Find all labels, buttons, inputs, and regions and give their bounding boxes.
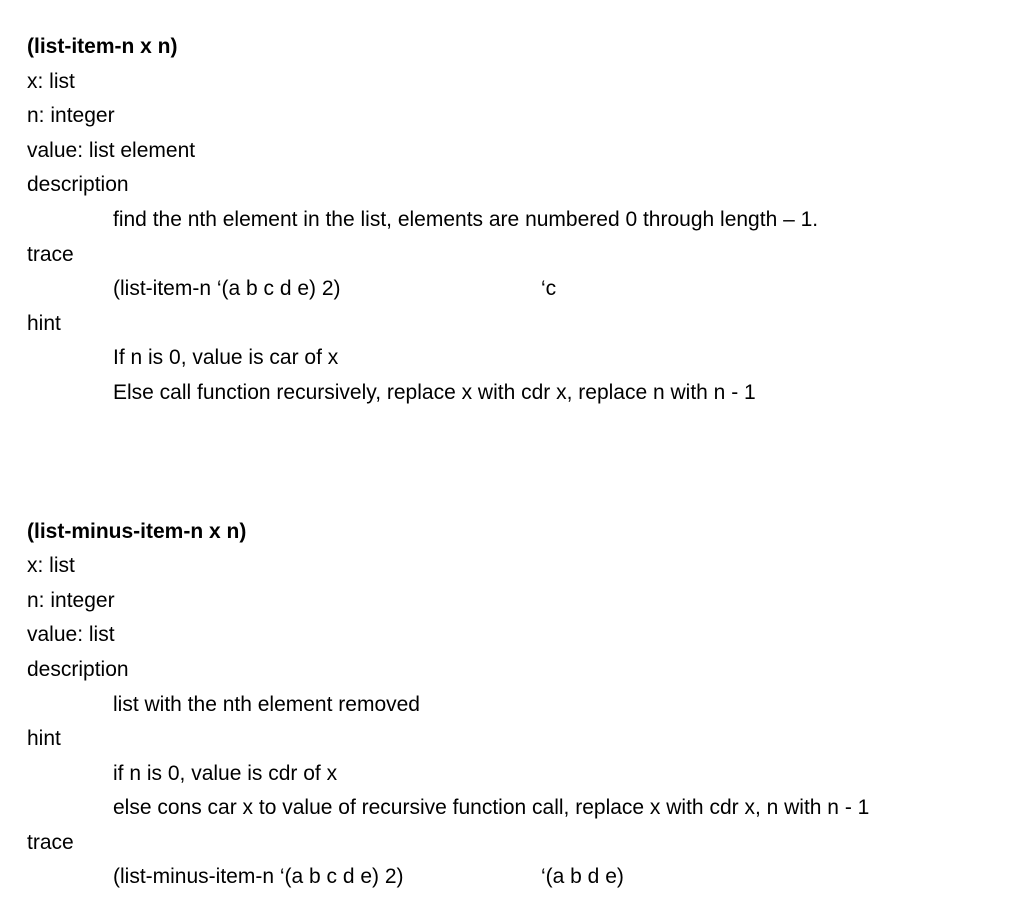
trace-example: [27, 272, 1007, 307]
return-value: value: list element: [27, 138, 196, 162]
return-value: value: list: [27, 623, 115, 647]
trace-example: [27, 860, 1007, 895]
param-n: n: integer: [27, 588, 115, 612]
function-signature: (list-minus-item-n x n): [27, 519, 247, 543]
hint-label: hint: [27, 311, 61, 335]
section-spacer: [27, 411, 1007, 515]
function-spec-list-minus-item-n: [27, 515, 1007, 896]
description-label: description: [27, 173, 129, 197]
description-label: description: [27, 657, 129, 681]
document: [27, 30, 1007, 895]
hint-line-1: If n is 0, value is car of x: [113, 346, 339, 370]
hint-line-1: if n is 0, value is cdr of x: [113, 761, 338, 785]
function-spec-list-item-n: [27, 30, 1007, 411]
param-x: x: list: [27, 554, 75, 578]
description-text: find the nth element in the list, elements are numbered 0 through length – 1.: [113, 207, 819, 231]
trace-result: ‘(a b d e): [541, 865, 624, 889]
param-n: n: integer: [27, 104, 115, 128]
function-signature: (list-item-n x n): [27, 35, 178, 58]
hint-line-2: else cons car x to value of recursive function call, replace x with cdr x, n with n - 1: [113, 796, 870, 820]
param-x: x: list: [27, 69, 75, 93]
trace-call: (list-item-n ‘(a b c d e) 2): [113, 277, 341, 301]
hint-line-2: Else call function recursively, replace x with cdr x, replace n with n - 1: [113, 380, 756, 404]
hint-label: hint: [27, 727, 61, 751]
trace-label: trace: [27, 830, 74, 854]
description-text: list with the nth element removed: [113, 692, 420, 716]
trace-label: trace: [27, 242, 74, 266]
trace-call: (list-minus-item-n ‘(a b c d e) 2): [113, 865, 404, 889]
trace-result: ‘c: [541, 277, 557, 301]
